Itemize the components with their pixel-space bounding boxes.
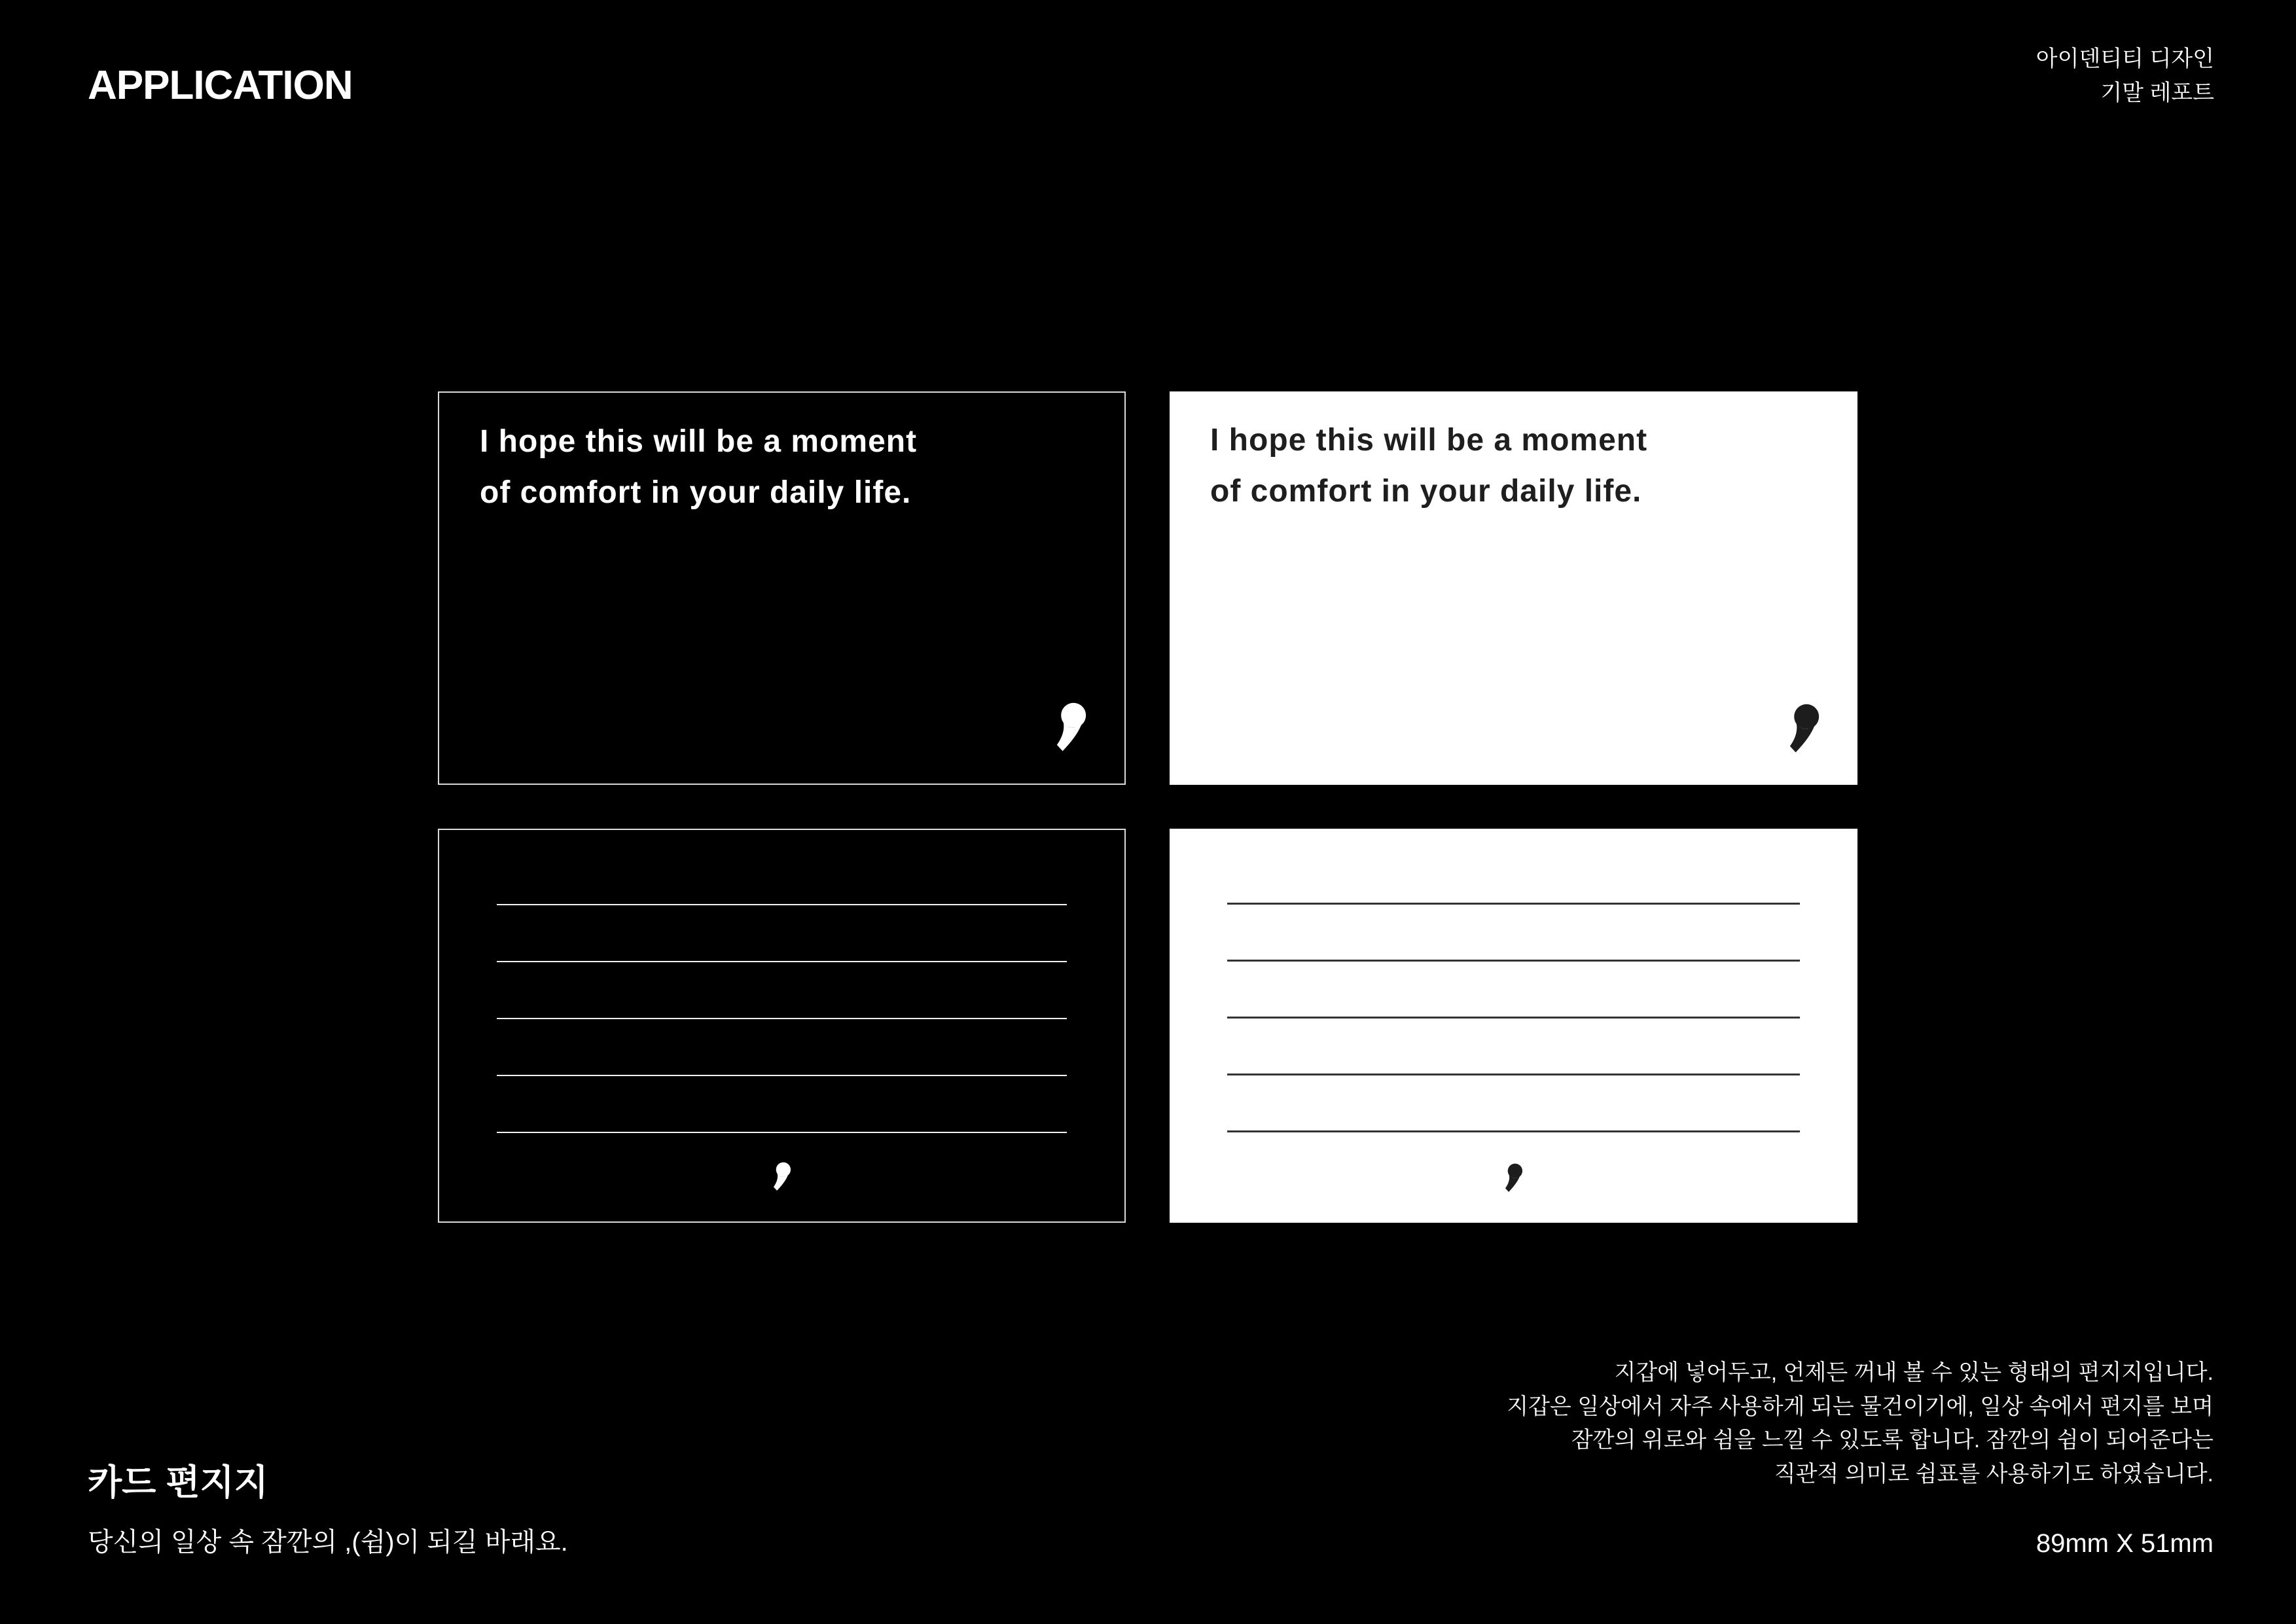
card-quote-line1: I hope this will be a moment [1210,423,1648,458]
course-name: 아이덴티티 디자인 [2036,46,2214,71]
ruled-line [497,961,1067,962]
card-back-black [438,829,1126,1223]
card-front-white [1170,391,1857,785]
description-line: 직관적 의미로 쉼표를 사용하기도 하였습니다. [1774,1461,2214,1487]
card-quote-line1: I hope this will be a moment [480,424,918,459]
ruled-line [1227,903,1800,905]
comma-icon [1505,1163,1522,1193]
card-quote-line2: of comfort in your daily life. [480,475,912,510]
ruled-line [1227,1130,1800,1132]
ruled-line [497,1075,1067,1076]
card-quote-line2: of comfort in your daily life. [1210,474,1642,509]
card-quote [1210,415,1647,517]
ruled-line [497,1132,1067,1133]
comma-icon [1056,702,1086,752]
card-quote [480,416,917,518]
ruled-line [1227,960,1800,962]
product-title: 카드 편지지 [88,1463,268,1502]
comma-icon [1789,704,1820,753]
product-subtitle: 당신의 일상 속 잠깐의 ,(쉼)이 되길 바래요. [88,1528,568,1557]
product-description [1507,1356,2214,1491]
description-line: 지갑에 넣어두고, 언제든 꺼내 볼 수 있는 형태의 편지지입니다. [1614,1360,2214,1385]
report-name: 기말 레포트 [2100,81,2214,105]
header-meta [2036,42,2214,110]
ruled-line [497,904,1067,905]
card-front-black [438,391,1126,785]
page-title: APPLICATION [88,63,353,108]
ruled-line [1227,1017,1800,1019]
ruled-line [1227,1074,1800,1075]
card-size-label: 89mm X 51mm [2036,1529,2214,1558]
card-back-white [1170,829,1857,1223]
ruled-line [497,1018,1067,1019]
comma-icon [773,1162,791,1191]
description-line: 지갑은 일상에서 자주 사용하게 되는 물건이기에, 일상 속에서 편지를 보며 [1507,1394,2214,1419]
description-line: 잠깐의 위로와 쉼을 느낄 수 있도록 합니다. 잠깐의 쉼이 되어준다는 [1571,1428,2214,1453]
